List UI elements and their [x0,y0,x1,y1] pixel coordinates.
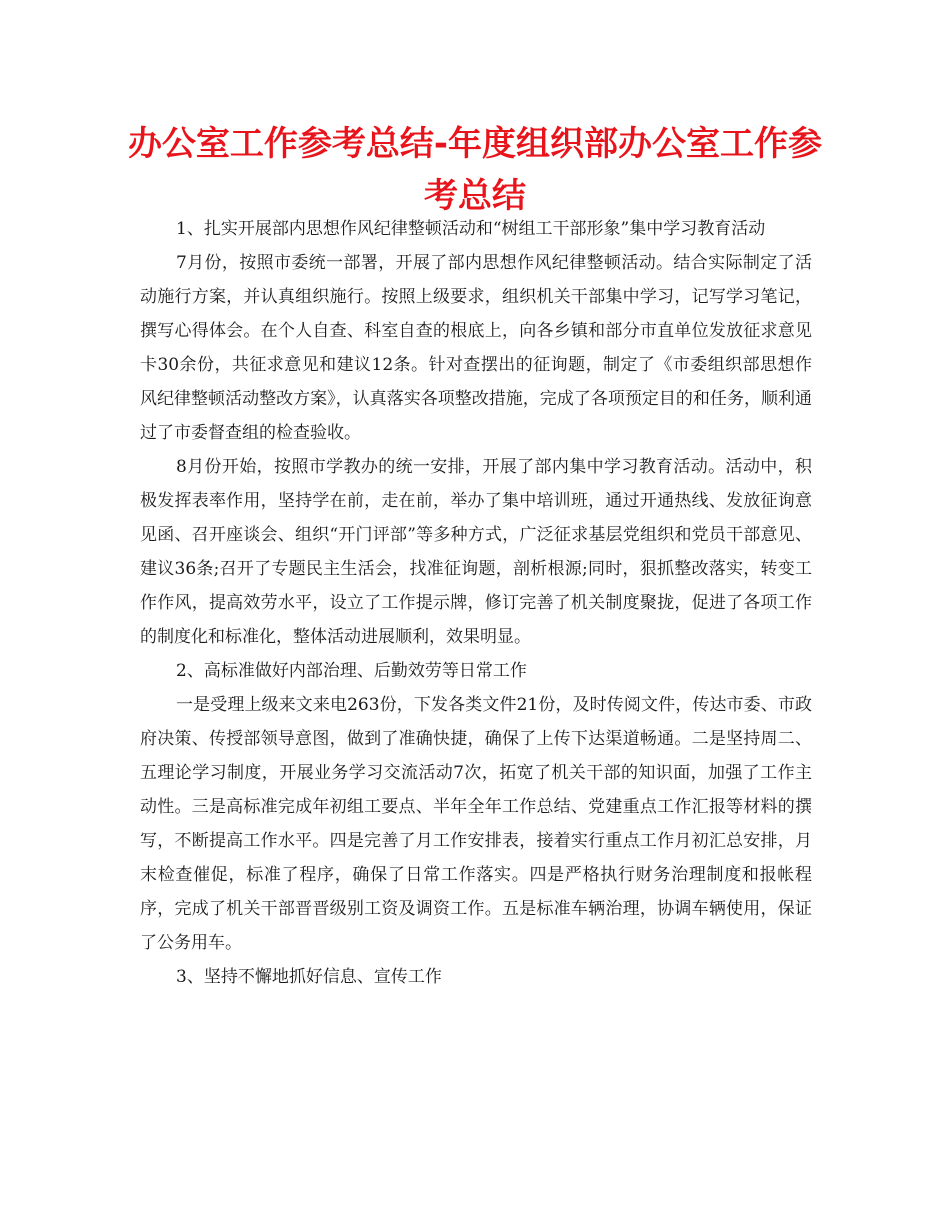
heading-item-1: 1、扎实开展部内思想作风纪律整顿活动和“树组工干部形象”集中学习教育活动 [176,219,766,239]
heading-item-2: 2、高标准做好内部治理、后勤效劳等日常工作 [176,661,527,681]
heading-item-3: 3、坚持不懈地抓好信息、宣传工作 [176,967,442,987]
paragraph-daily-work: 一是受理上级来文来电263份，下发各类文件21份，及时传阅文件，传达市委、市政府决策、传授部领导意图，做到了准确快捷，确保了上传下达渠道畅通。二是坚持周二、五理论学习制度，开展业务学习交流活动7次，拓宽了机关干部的知识面，加强了工作主动性。三是高标准完成年初组工要点、半年全年工作总结、党建重点工作汇报等材料的撰写，不断提高工作水平。四是完善了月工作安排表，接着实行重点工作月初汇总安排，月末检查催促，标准了程序，确保了日常工作落实。四是严格执行财务治理制度和报帐程序，完成了机关干部晋晋级别工资及调资工作。五是标准车辆治理，协调车辆使用，保证了公务用车。 [140,695,812,953]
paragraph-august: 8月份开始，按照市学教办的统一安排，开展了部内集中学习教育活动。活动中，积极发挥表率作用，坚持学在前，走在前，举办了集中培训班，通过开通热线、发放征询意见函、召开座谈会、组织“开门评部”等多种方式，广泛征求基层党组织和党员干部意见、建议36条;召开了专题民主生活会，找准征询题，剖析根源;同时，狠抓整改落实，转变工作作风，提高效劳水平，设立了工作提示牌，修订完善了机关制度聚拢，促进了各项工作的制度化和标准化，整体活动进展顺利，效果明显。 [140,457,812,647]
document-title: 办公室工作参考总结-年度组织部办公室工作参考总结 [127,124,823,216]
document-body [140,212,812,994]
paragraph-july: 7月份，按照市委统一部署，开展了部内思想作风纪律整顿活动。结合实际制定了活动施行方案，并认真组织施行。按照上级要求，组织机关干部集中学习，记写学习笔记，撰写心得体会。在个人自查、科室自查的根底上，向各乡镇和部分市直单位发放征求意见卡30余份，共征求意见和建议12条。针对查摆出的征询题，制定了《市委组织部思想作风纪律整顿活动整改方案》，认真落实各项整改措施，完成了各项预定目的和任务，顺利通过了市委督查组的检查验收。 [140,253,812,443]
